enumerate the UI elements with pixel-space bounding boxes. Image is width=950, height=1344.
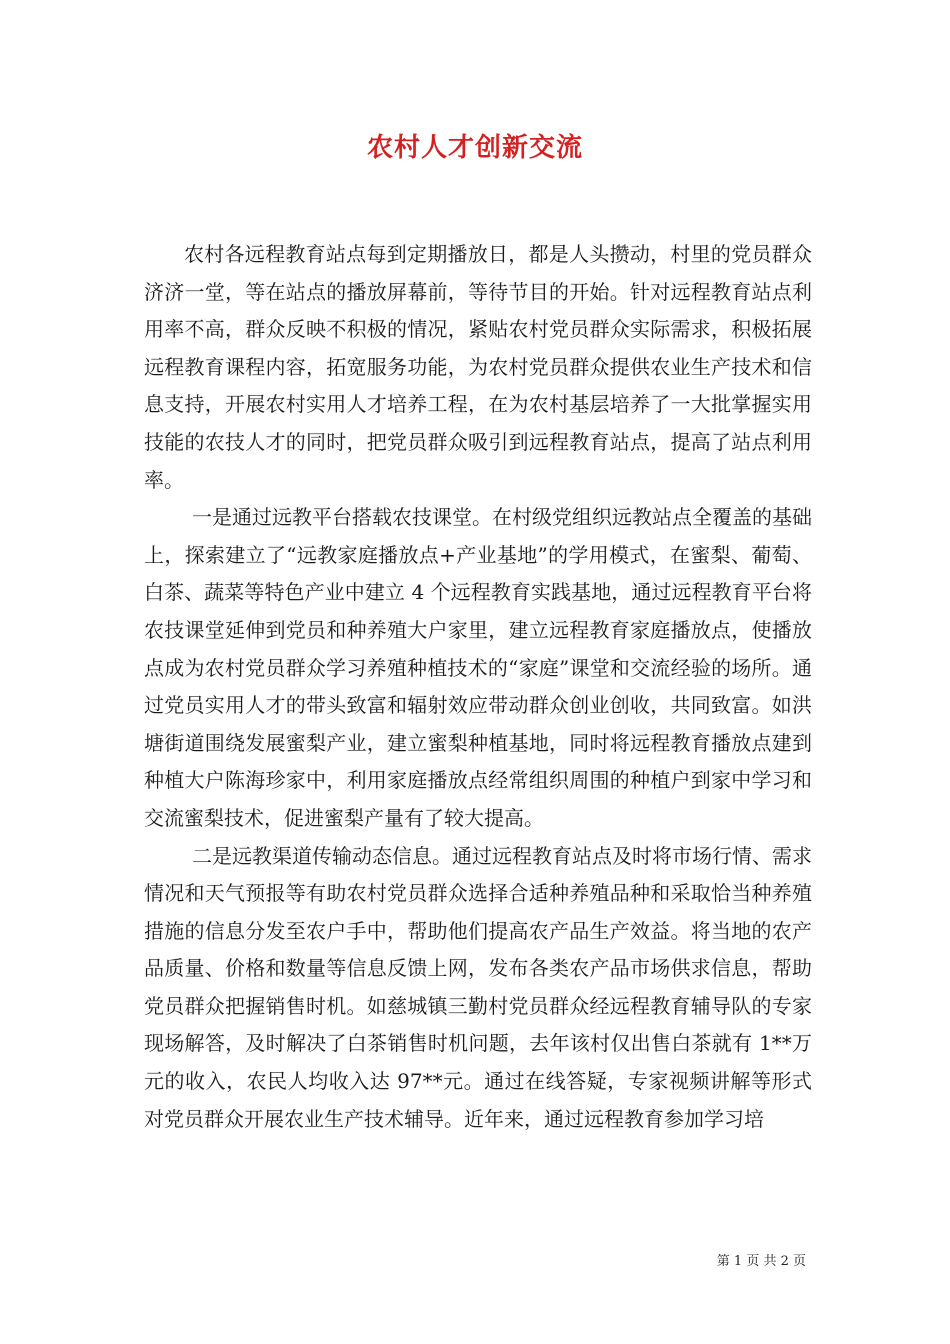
document-body [144, 236, 812, 1138]
paragraph-section-one: 一是通过远教平台搭载农技课堂。在村级党组织远教站点全覆盖的基础上，探索建立了“远教家庭播放点+产业基地”的学用模式，在蜜梨、葡萄、白茶、蔬菜等特色产业中建立 4 个远程教育实践基地，通过远程教育平台将农技课堂延伸到党员和种养殖大户家里，建立远程教育家庭播放点，使播放点成为农村党员群众学习养殖种植技术的“家庭”课堂和交流经验的场所。通过党员实用人才的带头致富和辐射效应带动群众创业创收，共同致富。如洪塘街道围绕发展蜜梨产业，建立蜜梨种植基地，同时将远程教育播放点建到种植大户陈海珍家中，利用家庭播放点经常组织周围的种植户到家中学习和交流蜜梨技术，促进蜜梨产量有了较大提高。 [144, 505, 812, 830]
paragraph-section-two: 二是远教渠道传输动态信息。通过远程教育站点及时将市场行情、需求情况和天气预报等有助农村党员群众选择合适种养殖品种和采取恰当种养殖措施的信息分发至农户手中，帮助他们提高农产品生产效益。将当地的农产品质量、价格和数量等信息反馈上网，发布各类农产品市场供求信息，帮助党员群众把握销售时机。如慈城镇三勤村党员群众经远程教育辅导队的专家现场解答，及时解决了白茶销售时机问题，去年该村仅出售白茶就有 1**万元的收入，农民人均收入达 97**元。通过在线答疑，专家视频讲解等形式对党员群众开展农业生产技术辅导。近年来，通过远程教育参加学习培 [144, 843, 812, 1131]
paragraph-intro: 农村各远程教育站点每到定期播放日，都是人头攒动，村里的党员群众济济一堂，等在站点的播放屏幕前，等待节目的开始。针对远程教育站点利用率不高，群众反映不积极的情况，紧贴农村党员群众实际需求，积极拓展远程教育课程内容，拓宽服务功能，为农村党员群众提供农业生产技术和信息支持，开展农村实用人才培养工程，在为农村基层培养了一大批掌握实用技能的农技人才的同时，把党员群众吸引到远程教育站点，提高了站点利用率。 [144, 242, 812, 492]
page-number-footer: 第 1 页 共 2 页 [716, 1254, 806, 1269]
document-title: 农村人才创新交流 [366, 133, 583, 163]
